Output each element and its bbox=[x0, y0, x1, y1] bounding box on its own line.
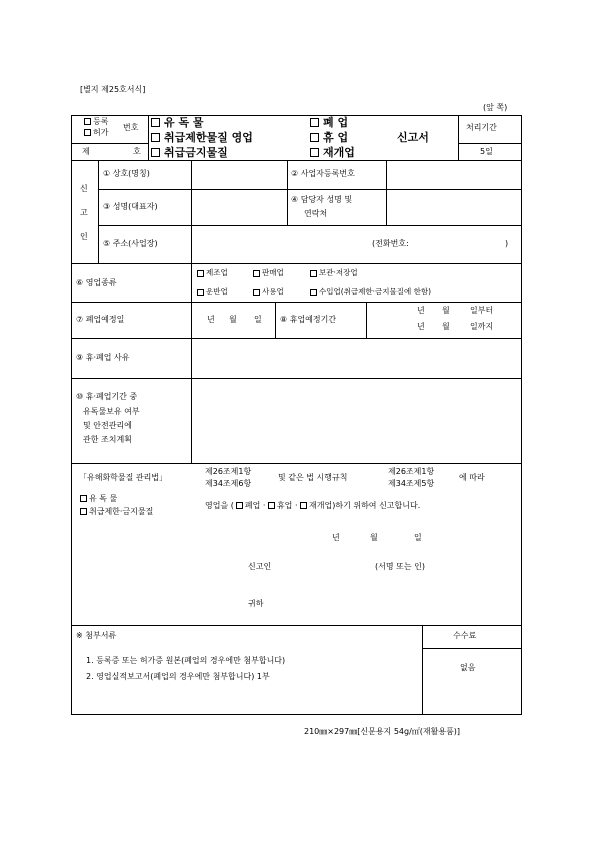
business-type-label: ⑥ 영업종류 bbox=[76, 278, 117, 287]
business-option-storage[interactable]: 보관·저장업 bbox=[310, 269, 358, 277]
suspension-period-label: ⑧ 휴업예정기간 bbox=[280, 315, 337, 324]
fee-value: 없음 bbox=[460, 663, 476, 672]
attachment-item-1: 1. 등록증 또는 허가증 원본(폐업의 경우에만 첨부합니다) bbox=[86, 656, 286, 665]
law-article-1: 제26조제1항 bbox=[205, 467, 252, 476]
declaration-substance-restricted[interactable]: 취급제한·금지물질 bbox=[80, 508, 153, 516]
permit-checkbox-row[interactable]: 허가 bbox=[84, 129, 108, 137]
applicant-side-label-2: 고 bbox=[80, 208, 88, 217]
phone-label: (전화번호: bbox=[372, 239, 409, 248]
business-option-sales[interactable]: 판매업 bbox=[253, 269, 284, 277]
processing-period-label: 처리기간 bbox=[466, 123, 497, 132]
measures-label-4: 관한 조치계획 bbox=[83, 435, 132, 444]
action-option-resumption[interactable]: 재개업 bbox=[310, 147, 355, 158]
checkbox[interactable] bbox=[84, 118, 91, 125]
law-name: 「유해화학물질 관리법」 bbox=[79, 473, 168, 482]
form-id: [별지 제25호서식] bbox=[80, 85, 146, 94]
reason-label: ⑨ 휴·폐업 사유 bbox=[76, 353, 130, 362]
suspension-to-label: 일까지 bbox=[470, 322, 494, 331]
suspension-to-year: 년 bbox=[417, 322, 425, 331]
representative-name-label: ③ 성명(대표자) bbox=[103, 202, 158, 211]
checkbox[interactable] bbox=[253, 289, 260, 296]
suspension-to-month: 월 bbox=[442, 322, 450, 331]
suspension-from-label: 일부터 bbox=[470, 306, 494, 315]
action-option-closure[interactable]: 폐 업 bbox=[310, 117, 348, 128]
closure-day: 일 bbox=[254, 315, 262, 324]
declarant-label: 신고인 bbox=[248, 562, 272, 571]
applicant-side-label-3: 인 bbox=[80, 232, 88, 241]
declaration-statement: 영업을 ( 폐업 · 휴업 · 재개업)하기 위하여 신고합니다. bbox=[205, 501, 421, 510]
number-suffix: 호 bbox=[133, 147, 141, 156]
measures-field[interactable] bbox=[192, 379, 521, 462]
registration-checkbox-row[interactable]: 등록 bbox=[84, 118, 108, 126]
checkbox[interactable] bbox=[151, 118, 160, 127]
checkbox[interactable] bbox=[197, 270, 204, 277]
checkbox[interactable] bbox=[197, 289, 204, 296]
representative-name-field[interactable] bbox=[192, 190, 286, 224]
business-registration-label: ② 사업자등록번호 bbox=[291, 169, 355, 178]
suspension-from-month: 월 bbox=[442, 306, 450, 315]
contact-person-label-2: 연락처 bbox=[304, 209, 328, 218]
number-prefix: 제 bbox=[82, 147, 90, 156]
trade-name-label: ① 상호(명칭) bbox=[103, 169, 150, 178]
signature-label: (서명 또는 인) bbox=[375, 562, 425, 571]
fee-label: 수수료 bbox=[453, 631, 477, 640]
page-side-label: (앞 쪽) bbox=[483, 103, 508, 112]
substance-option-toxic[interactable]: 유 독 물 bbox=[151, 117, 204, 128]
report-title: 신고서 bbox=[397, 131, 429, 144]
checkbox[interactable] bbox=[268, 502, 275, 509]
attachment-item-2: 2. 영업실적보고서(폐업의 경우에만 첨부합니다) 1부 bbox=[86, 672, 270, 681]
declaration-day: 일 bbox=[414, 533, 422, 542]
suspension-from-year: 년 bbox=[417, 306, 425, 315]
phone-close: ) bbox=[505, 239, 509, 248]
address-label: ⑤ 주소(사업장) bbox=[103, 239, 158, 248]
declaration-year: 년 bbox=[332, 533, 340, 542]
business-option-import[interactable]: 수입업(취급제한·금지물질에 한함) bbox=[310, 288, 431, 296]
checkbox[interactable] bbox=[151, 148, 160, 157]
measures-label-1: ⑩ 휴·폐업기간 중 bbox=[76, 392, 138, 401]
business-registration-field[interactable] bbox=[387, 161, 521, 188]
paper-spec-footer: 210㎜×297㎜[신문용지 54g/㎡(재활용품)] bbox=[304, 727, 461, 736]
checkbox[interactable] bbox=[310, 148, 319, 157]
closure-date-label: ⑦ 폐업예정일 bbox=[76, 315, 125, 324]
law-middle-text: 및 같은 법 시행규칙 bbox=[278, 473, 348, 482]
attachments-title: ※ 첨부서류 bbox=[76, 631, 117, 640]
closure-month: 월 bbox=[229, 315, 237, 324]
checkbox[interactable] bbox=[84, 129, 91, 136]
checkbox[interactable] bbox=[80, 508, 87, 515]
contact-person-field[interactable] bbox=[387, 190, 521, 224]
checkbox[interactable] bbox=[310, 289, 317, 296]
declaration-month: 월 bbox=[370, 533, 378, 542]
checkbox[interactable] bbox=[151, 133, 160, 142]
substance-option-prohibited[interactable]: 취급금지물질 bbox=[151, 147, 228, 158]
contact-person-label-1: ④ 담당자 성명 및 bbox=[291, 195, 353, 204]
applicant-side-label-1: 신 bbox=[80, 184, 88, 193]
business-option-manufacturing[interactable]: 제조업 bbox=[197, 269, 228, 277]
reason-field[interactable] bbox=[192, 339, 521, 377]
closure-year: 년 bbox=[207, 315, 215, 324]
rule-article-1: 제26조제1항 bbox=[388, 467, 435, 476]
law-article-2: 제34조제6항 bbox=[205, 479, 252, 488]
measures-label-3: 및 안전관리에 bbox=[83, 421, 132, 430]
processing-period-value: 5일 bbox=[480, 147, 493, 156]
measures-label-2: 유독물보유 여부 bbox=[83, 407, 140, 416]
checkbox[interactable] bbox=[236, 502, 243, 509]
business-option-use[interactable]: 사용업 bbox=[253, 288, 284, 296]
checkbox[interactable] bbox=[300, 502, 307, 509]
recipient-label: 귀하 bbox=[248, 599, 264, 608]
checkbox[interactable] bbox=[80, 495, 87, 502]
checkbox[interactable] bbox=[310, 133, 319, 142]
business-option-transport[interactable]: 운반업 bbox=[197, 288, 228, 296]
trade-name-field[interactable] bbox=[192, 161, 286, 188]
declaration-substance-toxic[interactable]: 유 독 물 bbox=[80, 495, 193, 503]
substance-option-restricted[interactable]: 취급제한물질 영업 bbox=[151, 132, 253, 143]
address-field[interactable] bbox=[192, 226, 521, 262]
rule-article-2: 제34조제5항 bbox=[388, 479, 435, 488]
action-option-suspension[interactable]: 휴 업 bbox=[310, 132, 348, 143]
number-label: 번호 bbox=[123, 123, 139, 132]
law-tail-text: 에 따라 bbox=[459, 473, 485, 482]
checkbox[interactable] bbox=[310, 118, 319, 127]
checkbox[interactable] bbox=[310, 270, 317, 277]
checkbox[interactable] bbox=[253, 270, 260, 277]
